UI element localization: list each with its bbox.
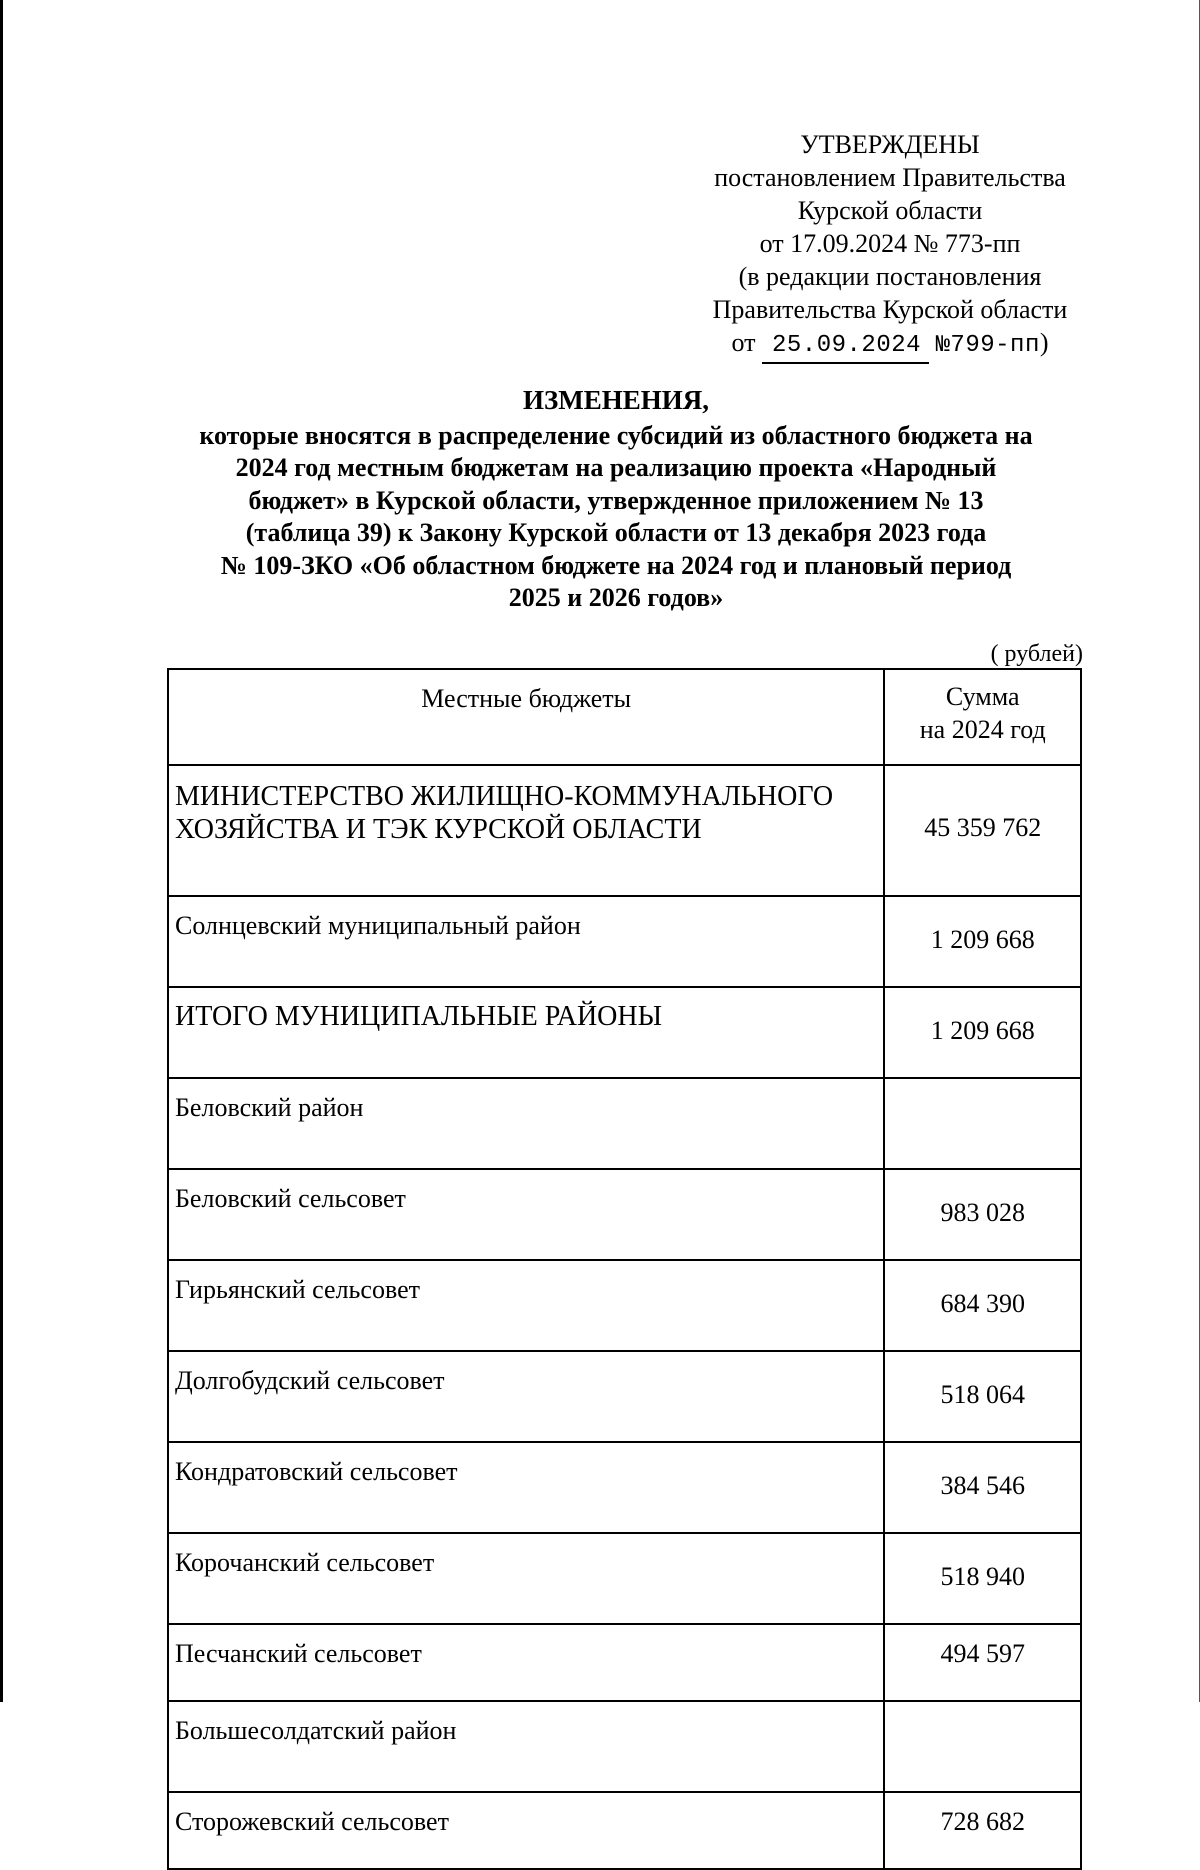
row-name: Долгобудский сельсовет bbox=[168, 1351, 884, 1442]
heading-line: № 109-ЗКО «Об областном бюджете на 2024 год и плановый период bbox=[220, 550, 1012, 580]
table-row bbox=[168, 1792, 1081, 1869]
table-row bbox=[168, 1351, 1081, 1442]
approval-line: постановлением Правительства bbox=[714, 163, 1066, 192]
row-sum: 1 209 668 bbox=[884, 896, 1081, 987]
row-name: Беловский район bbox=[168, 1078, 884, 1169]
approval-amendment-line bbox=[660, 326, 1120, 364]
row-sum: 1 209 668 bbox=[884, 987, 1081, 1078]
table-row bbox=[168, 1260, 1081, 1351]
heading-line: (таблица 39) к Закону Курской области от 13 декабря 2023 года bbox=[245, 518, 987, 547]
row-sum bbox=[884, 1078, 1081, 1169]
row-name: Гирьянский сельсовет bbox=[168, 1260, 884, 1351]
header-sum-line: на 2024 год bbox=[919, 715, 1046, 744]
table-row bbox=[168, 1624, 1081, 1701]
header-local-budgets: Местные бюджеты bbox=[168, 669, 884, 765]
subsidy-table bbox=[167, 668, 1082, 1870]
row-sum: 518 940 bbox=[884, 1533, 1081, 1624]
approval-line: УТВЕРЖДЕНЫ bbox=[800, 130, 980, 159]
approval-line: от 17.09.2024 № 773-пп bbox=[759, 229, 1021, 258]
row-name bbox=[168, 765, 884, 896]
table-row bbox=[168, 987, 1081, 1078]
document-title: ИЗМЕНЕНИЯ, bbox=[522, 385, 709, 415]
row-name: Песчанский сельсовет bbox=[168, 1624, 884, 1701]
table-row bbox=[168, 1078, 1081, 1169]
units-label: ( рублей) bbox=[990, 641, 1083, 667]
row-sum: 45 359 762 bbox=[884, 765, 1081, 896]
table-row bbox=[168, 1169, 1081, 1260]
row-sum bbox=[884, 1701, 1081, 1792]
row-sum: 494 597 bbox=[884, 1624, 1081, 1701]
table-row bbox=[168, 1442, 1081, 1533]
table-row bbox=[168, 765, 1081, 896]
amendment-prefix: от bbox=[731, 328, 756, 357]
row-sum: 728 682 bbox=[884, 1792, 1081, 1869]
row-sum: 684 390 bbox=[884, 1260, 1081, 1351]
table-row bbox=[168, 896, 1081, 987]
heading-line: 2024 год местным бюджетам на реализацию проекта «Народный bbox=[235, 453, 997, 482]
document-heading bbox=[150, 384, 1082, 615]
row-name: Сторожевский сельсовет bbox=[168, 1792, 884, 1869]
header-sum-line: Сумма bbox=[945, 682, 1020, 711]
amendment-suffix: ) bbox=[1039, 328, 1049, 357]
row-name: Беловский сельсовет bbox=[168, 1169, 884, 1260]
row-name: Корочанский сельсовет bbox=[168, 1533, 884, 1624]
table-row bbox=[168, 1533, 1081, 1624]
table-header-row bbox=[168, 669, 1081, 765]
scan-border-left bbox=[0, 0, 3, 1702]
row-sum: 983 028 bbox=[884, 1169, 1081, 1260]
row-sum: 518 064 bbox=[884, 1351, 1081, 1442]
header-sum bbox=[884, 669, 1081, 765]
heading-line: которые вносятся в распределение субсидий из областного бюджета на bbox=[199, 420, 1033, 450]
approval-line: Правительства Курской области bbox=[712, 295, 1068, 324]
row-name: Большесолдатский район bbox=[168, 1701, 884, 1792]
heading-line: 2025 и 2026 годов» bbox=[508, 583, 724, 612]
approval-block bbox=[660, 128, 1120, 364]
row-name: Солнцевский муниципальный район bbox=[168, 896, 884, 987]
row-sum: 384 546 bbox=[884, 1442, 1081, 1533]
row-name-line: МИНИСТЕРСТВО ЖИЛИЩНО-КОММУНАЛЬНОГО bbox=[175, 781, 834, 812]
row-name-line: ХОЗЯЙСТВА И ТЭК КУРСКОЙ ОБЛАСТИ bbox=[175, 814, 702, 845]
approval-line: Курской области bbox=[797, 196, 983, 225]
amendment-number-stamp: №799-пп bbox=[935, 332, 1040, 359]
heading-line: бюджет» в Курской области, утвержденное приложением № 13 bbox=[248, 485, 984, 515]
table-row bbox=[168, 1701, 1081, 1792]
row-name: ИТОГО МУНИЦИПАЛЬНЫЕ РАЙОНЫ bbox=[168, 987, 884, 1078]
approval-line: (в редакции постановления bbox=[738, 262, 1042, 291]
row-name: Кондратовский сельсовет bbox=[168, 1442, 884, 1533]
amendment-date-stamp: 25.09.2024 bbox=[762, 329, 929, 364]
